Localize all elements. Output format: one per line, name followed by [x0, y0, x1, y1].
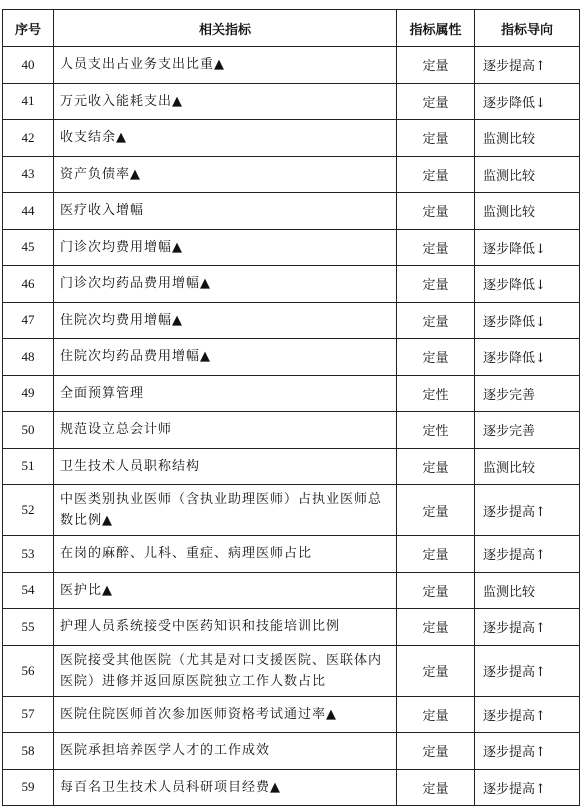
header-direction: 指标导向: [475, 10, 580, 47]
row-attribute: 定量: [397, 83, 475, 120]
table-row: [3, 696, 580, 733]
row-direction: 监测比较: [475, 156, 580, 193]
row-indicator: 万元收入能耗支出▲: [54, 83, 397, 120]
row-indicator: 全面预算管理: [54, 375, 397, 412]
row-attribute: 定量: [397, 193, 475, 230]
row-direction: 逐步降低↓: [475, 339, 580, 376]
table-row: [3, 375, 580, 412]
row-number: 56: [3, 645, 54, 696]
row-attribute: 定量: [397, 696, 475, 733]
row-number: 48: [3, 339, 54, 376]
row-number: 41: [3, 83, 54, 120]
row-number: 53: [3, 536, 54, 573]
row-attribute: 定量: [397, 485, 475, 536]
table-row: [3, 448, 580, 485]
row-indicator: 收支结余▲: [54, 120, 397, 157]
row-number: 55: [3, 609, 54, 646]
row-attribute: 定量: [397, 156, 475, 193]
table-row: [3, 83, 580, 120]
row-direction: 逐步提高↑: [475, 485, 580, 536]
row-attribute: 定性: [397, 412, 475, 449]
table-row: [3, 536, 580, 573]
row-direction: 逐步降低↓: [475, 229, 580, 266]
row-indicator: 卫生技术人员职称结构: [54, 448, 397, 485]
table-row: [3, 572, 580, 609]
table-row: [3, 120, 580, 157]
row-attribute: 定量: [397, 645, 475, 696]
row-direction: 逐步完善: [475, 412, 580, 449]
table-row: [3, 485, 580, 536]
row-indicator: 住院次均费用增幅▲: [54, 302, 397, 339]
row-attribute: 定量: [397, 733, 475, 770]
table-row: [3, 47, 580, 84]
row-indicator: 门诊次均费用增幅▲: [54, 229, 397, 266]
row-number: 45: [3, 229, 54, 266]
row-direction: 监测比较: [475, 193, 580, 230]
table-row: [3, 609, 580, 646]
table-row: [3, 156, 580, 193]
table-row: [3, 339, 580, 376]
table-body: [3, 47, 580, 806]
row-number: 40: [3, 47, 54, 84]
indicator-table: [2, 9, 580, 806]
row-direction: 逐步提高↑: [475, 536, 580, 573]
row-direction: 逐步降低↓: [475, 302, 580, 339]
row-number: 46: [3, 266, 54, 303]
table-row: [3, 412, 580, 449]
row-direction: 逐步提高↑: [475, 645, 580, 696]
row-number: 52: [3, 485, 54, 536]
row-indicator: 住院次均药品费用增幅▲: [54, 339, 397, 376]
header-seq: 序号: [3, 10, 54, 47]
row-indicator: 资产负债率▲: [54, 156, 397, 193]
row-attribute: 定量: [397, 572, 475, 609]
row-direction: 逐步提高↑: [475, 696, 580, 733]
row-indicator: 医院住院医师首次参加医师资格考试通过率▲: [54, 696, 397, 733]
row-direction: 逐步完善: [475, 375, 580, 412]
table-row: [3, 769, 580, 806]
row-direction: 逐步提高↑: [475, 609, 580, 646]
row-attribute: 定量: [397, 47, 475, 84]
row-number: 57: [3, 696, 54, 733]
table-row: [3, 229, 580, 266]
row-direction: 逐步提高↑: [475, 769, 580, 806]
row-attribute: 定量: [397, 120, 475, 157]
row-attribute: 定量: [397, 536, 475, 573]
row-direction: 监测比较: [475, 448, 580, 485]
row-indicator: 医院承担培养医学人才的工作成效: [54, 733, 397, 770]
row-attribute: 定量: [397, 769, 475, 806]
row-indicator: 医护比▲: [54, 572, 397, 609]
row-direction: 逐步提高↑: [475, 47, 580, 84]
row-indicator: 规范设立总会计师: [54, 412, 397, 449]
row-number: 44: [3, 193, 54, 230]
row-direction: 监测比较: [475, 120, 580, 157]
row-direction: 逐步提高↑: [475, 733, 580, 770]
row-indicator: 医疗收入增幅: [54, 193, 397, 230]
row-attribute: 定量: [397, 229, 475, 266]
row-indicator: 每百名卫生技术人员科研项目经费▲: [54, 769, 397, 806]
row-direction: 逐步降低↓: [475, 266, 580, 303]
row-attribute: 定量: [397, 266, 475, 303]
row-attribute: 定性: [397, 375, 475, 412]
row-number: 59: [3, 769, 54, 806]
header-indicator: 相关指标: [54, 10, 397, 47]
row-number: 47: [3, 302, 54, 339]
row-number: 51: [3, 448, 54, 485]
row-number: 50: [3, 412, 54, 449]
row-number: 49: [3, 375, 54, 412]
row-direction: 监测比较: [475, 572, 580, 609]
row-indicator: 护理人员系统接受中医药知识和技能培训比例: [54, 609, 397, 646]
row-indicator: 在岗的麻醉、儿科、重症、病理医师占比: [54, 536, 397, 573]
table-row: [3, 302, 580, 339]
table-header-row: [3, 10, 580, 47]
row-indicator: 医院接受其他医院（尤其是对口支援医院、医联体内医院）进修并返回原医院独立工作人数占比: [54, 645, 397, 696]
header-attribute: 指标属性: [397, 10, 475, 47]
table-row: [3, 266, 580, 303]
row-number: 54: [3, 572, 54, 609]
table-row: [3, 193, 580, 230]
row-number: 43: [3, 156, 54, 193]
row-direction: 逐步降低↓: [475, 83, 580, 120]
row-attribute: 定量: [397, 339, 475, 376]
row-number: 58: [3, 733, 54, 770]
row-number: 42: [3, 120, 54, 157]
row-attribute: 定量: [397, 448, 475, 485]
row-attribute: 定量: [397, 609, 475, 646]
row-indicator: 门诊次均药品费用增幅▲: [54, 266, 397, 303]
row-indicator: 人员支出占业务支出比重▲: [54, 47, 397, 84]
row-indicator: 中医类别执业医师（含执业助理医师）占执业医师总数比例▲: [54, 485, 397, 536]
table-row: [3, 645, 580, 696]
row-attribute: 定量: [397, 302, 475, 339]
table-row: [3, 733, 580, 770]
